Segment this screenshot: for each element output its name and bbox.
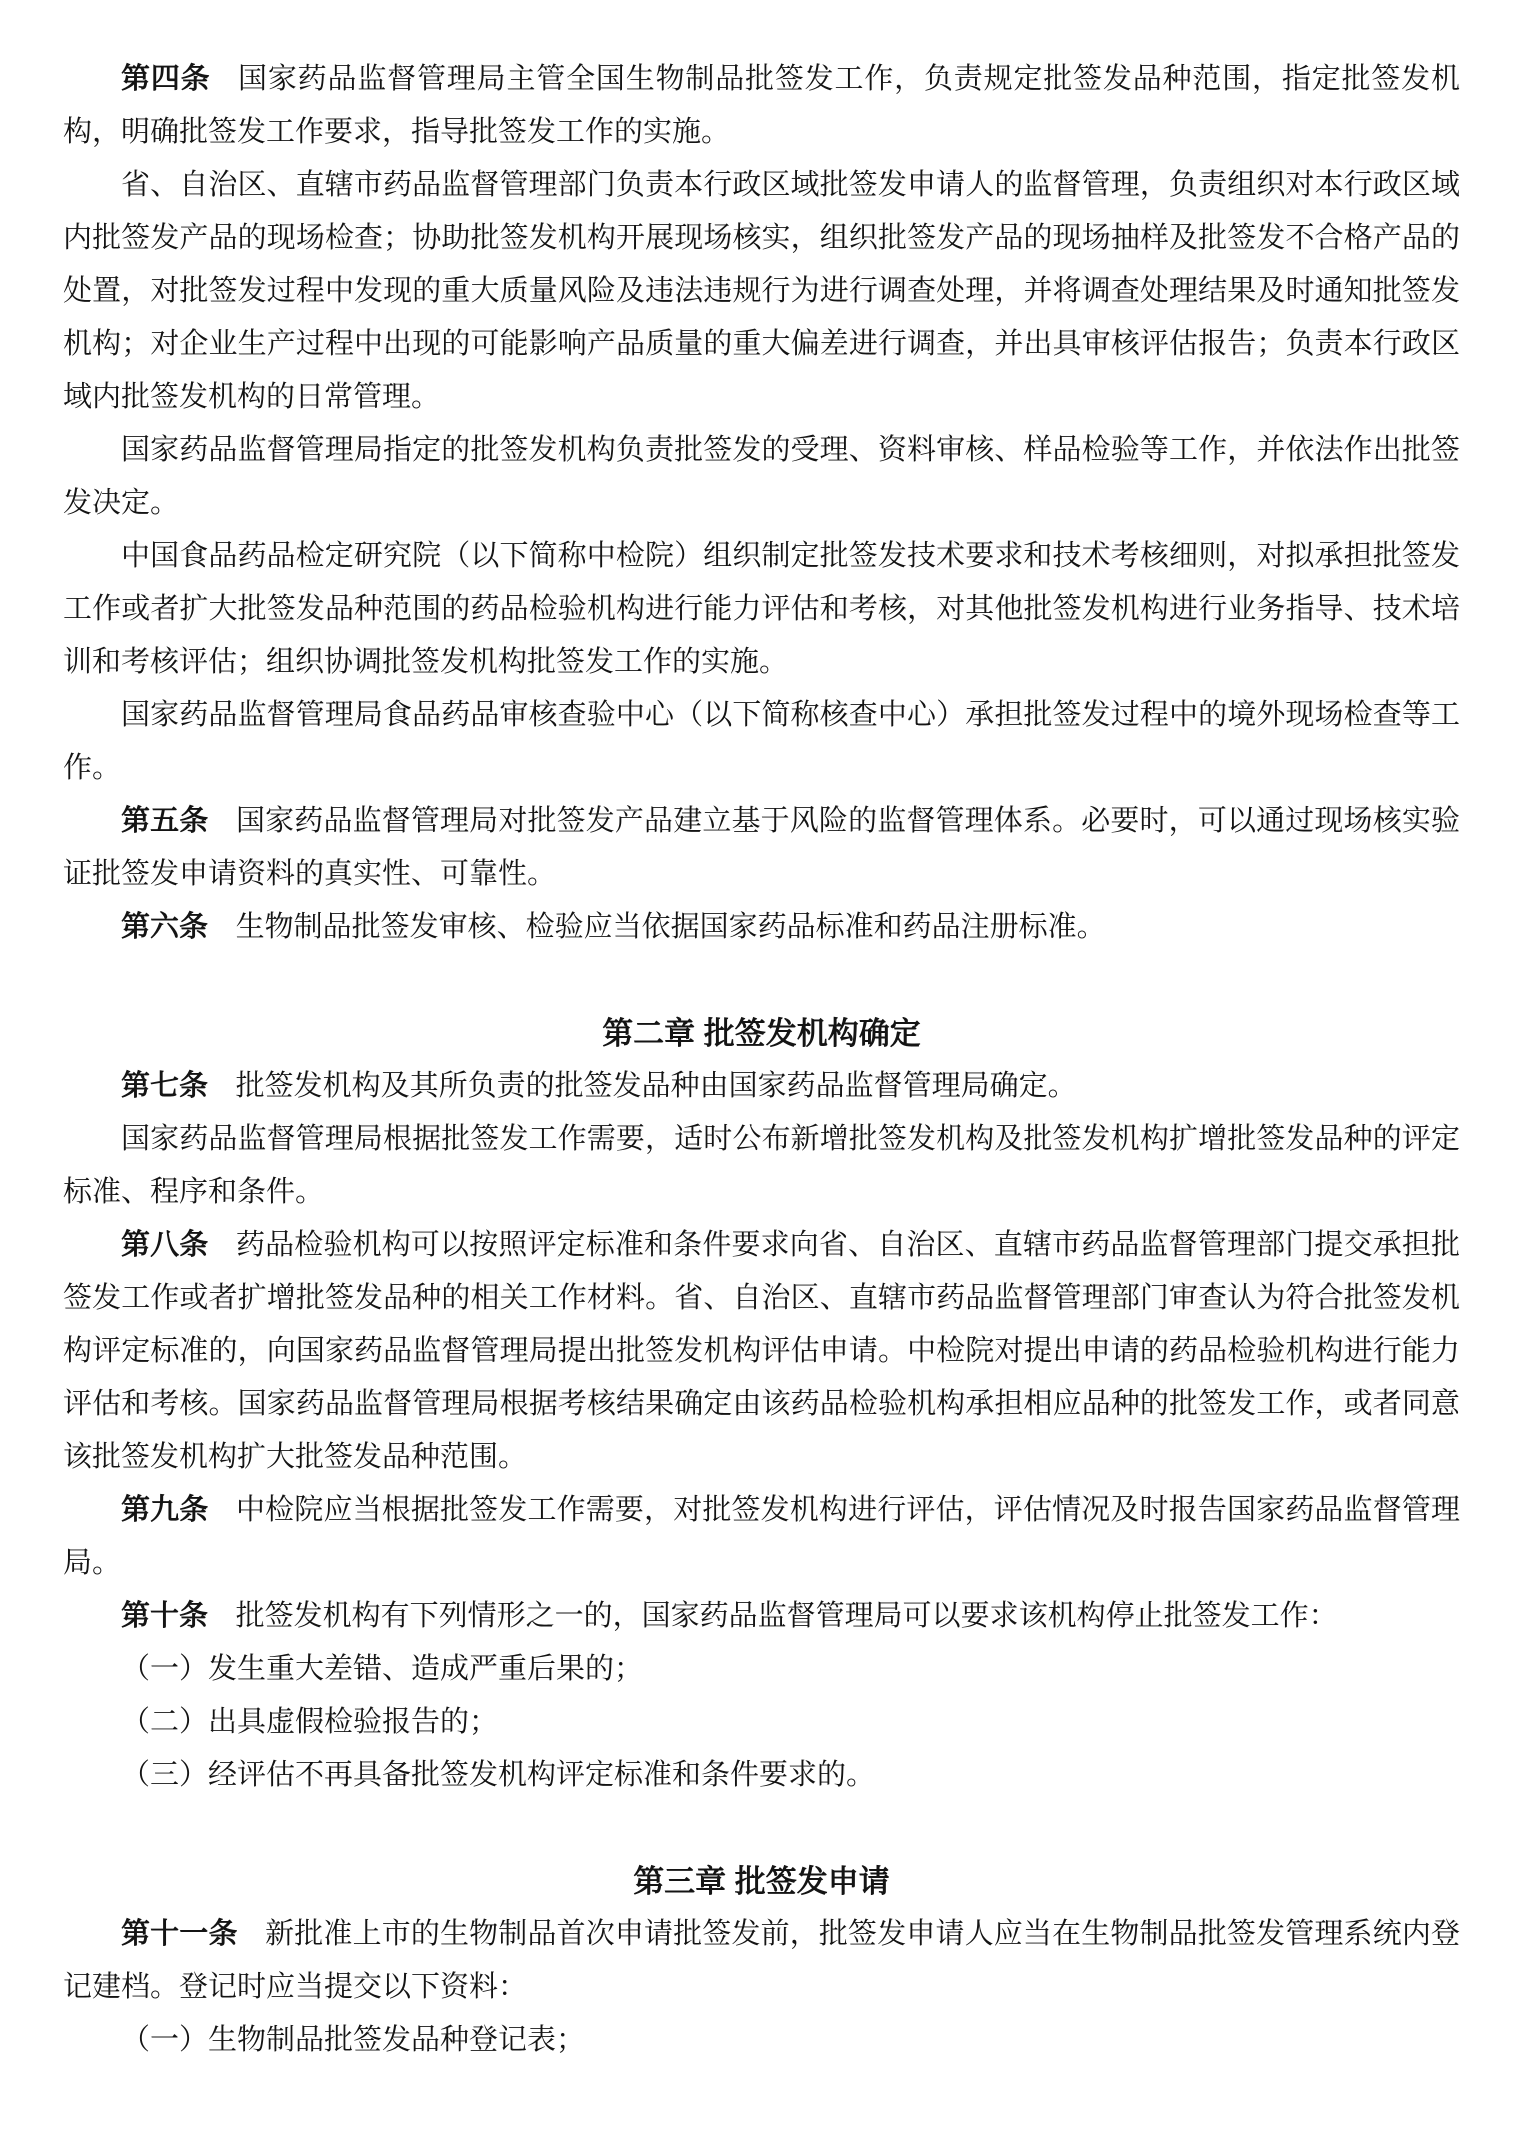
body-paragraph: 国家药品监督管理局指定的批签发机构负责批签发的受理、资料审核、样品检验等工作，并依法作出批签发决定。	[63, 434, 1460, 519]
article-text: 批签发机构有下列情形之一的，国家药品监督管理局可以要求该机构停止批签发工作：	[235, 1600, 1338, 1632]
chapter-heading: 第二章 批签发机构确定	[602, 1016, 921, 1051]
article-number: 第八条	[121, 1229, 209, 1261]
article-paragraph	[63, 1060, 1460, 1113]
article-number: 第五条	[121, 805, 209, 837]
article-text: 新批准上市的生物制品首次申请批签发前，批签发申请人应当在生物制品批签发管理系统内登记建档。登记时应当提交以下资料：	[63, 1918, 1460, 2003]
list-item: （二）出具虚假检验报告的；	[121, 1706, 499, 1738]
article-text: 国家药品监督管理局主管全国生物制品批签发工作，负责规定批签发品种范围，指定批签发机构，明确批签发工作要求，指导批签发工作的实施。	[63, 63, 1460, 148]
article-paragraph	[63, 1219, 1460, 1484]
article-text: 批签发机构及其所负责的批签发品种由国家药品监督管理局确定。	[235, 1070, 1077, 1102]
article-paragraph	[63, 1590, 1460, 1643]
article-number: 第十一条	[121, 1918, 238, 1950]
list-item: （三）经评估不再具备批签发机构评定标准和条件要求的。	[121, 1759, 876, 1791]
list-item: （一）发生重大差错、造成严重后果的；	[121, 1653, 644, 1685]
article-number: 第四条	[121, 63, 211, 95]
list-item: （一）生物制品批签发品种登记表；	[121, 2024, 586, 2056]
article-paragraph	[63, 1484, 1460, 1590]
body-paragraph: 中国食品药品检定研究院（以下简称中检院）组织制定批签发技术要求和技术考核细则，对拟承担批签发工作或者扩大批签发品种范围的药品检验机构进行能力评估和考核，对其他批签发机构进行业务指导、技术培训和考核评估；组织协调批签发机构批签发工作的实施。	[63, 540, 1460, 678]
article-text: 中检院应当根据批签发工作需要，对批签发机构进行评估，评估情况及时报告国家药品监督管理局。	[63, 1494, 1460, 1579]
article-number: 第七条	[121, 1070, 209, 1102]
body-paragraph: 省、自治区、直辖市药品监督管理部门负责本行政区域批签发申请人的监督管理，负责组织对本行政区域内批签发产品的现场检查；协助批签发机构开展现场核实，组织批签发产品的现场抽样及批签发不合格产品的处置，对批签发过程中发现的重大质量风险及违法违规行为进行调查处理，并将调查处理结果及时通知批签发机构；对企业生产过程中出现的可能影响产品质量的重大偏差进行调查，并出具审核评估报告；负责本行政区域内批签发机构的日常管理。	[63, 169, 1460, 413]
article-paragraph	[63, 53, 1460, 159]
body-paragraph: 国家药品监督管理局根据批签发工作需要，适时公布新增批签发机构及批签发机构扩增批签发品种的评定标准、程序和条件。	[63, 1123, 1460, 1208]
article-number: 第六条	[121, 911, 209, 943]
article-number: 第十条	[121, 1600, 209, 1632]
article-paragraph	[63, 795, 1460, 901]
article-text: 国家药品监督管理局对批签发产品建立基于风险的监督管理体系。必要时，可以通过现场核实验证批签发申请资料的真实性、可靠性。	[63, 805, 1460, 890]
article-text: 生物制品批签发审核、检验应当依据国家药品标准和药品注册标准。	[235, 911, 1106, 943]
article-number: 第九条	[121, 1494, 209, 1526]
article-paragraph	[63, 901, 1460, 954]
article-text: 药品检验机构可以按照评定标准和条件要求向省、自治区、直辖市药品监督管理部门提交承担批签发工作或者扩增批签发品种的相关工作材料。省、自治区、直辖市药品监督管理部门审查认为符合批签发机构评定标准的，向国家药品监督管理局提出批签发机构评估申请。中检院对提出申请的药品检验机构进行能力评估和考核。国家药品监督管理局根据考核结果确定由该药品检验机构承担相应品种的批签发工作，或者同意该批签发机构扩大批签发品种范围。	[63, 1229, 1460, 1473]
article-paragraph	[63, 1908, 1460, 2014]
body-paragraph: 国家药品监督管理局食品药品审核查验中心（以下简称核查中心）承担批签发过程中的境外现场检查等工作。	[63, 699, 1460, 784]
chapter-heading: 第三章 批签发申请	[633, 1864, 890, 1899]
